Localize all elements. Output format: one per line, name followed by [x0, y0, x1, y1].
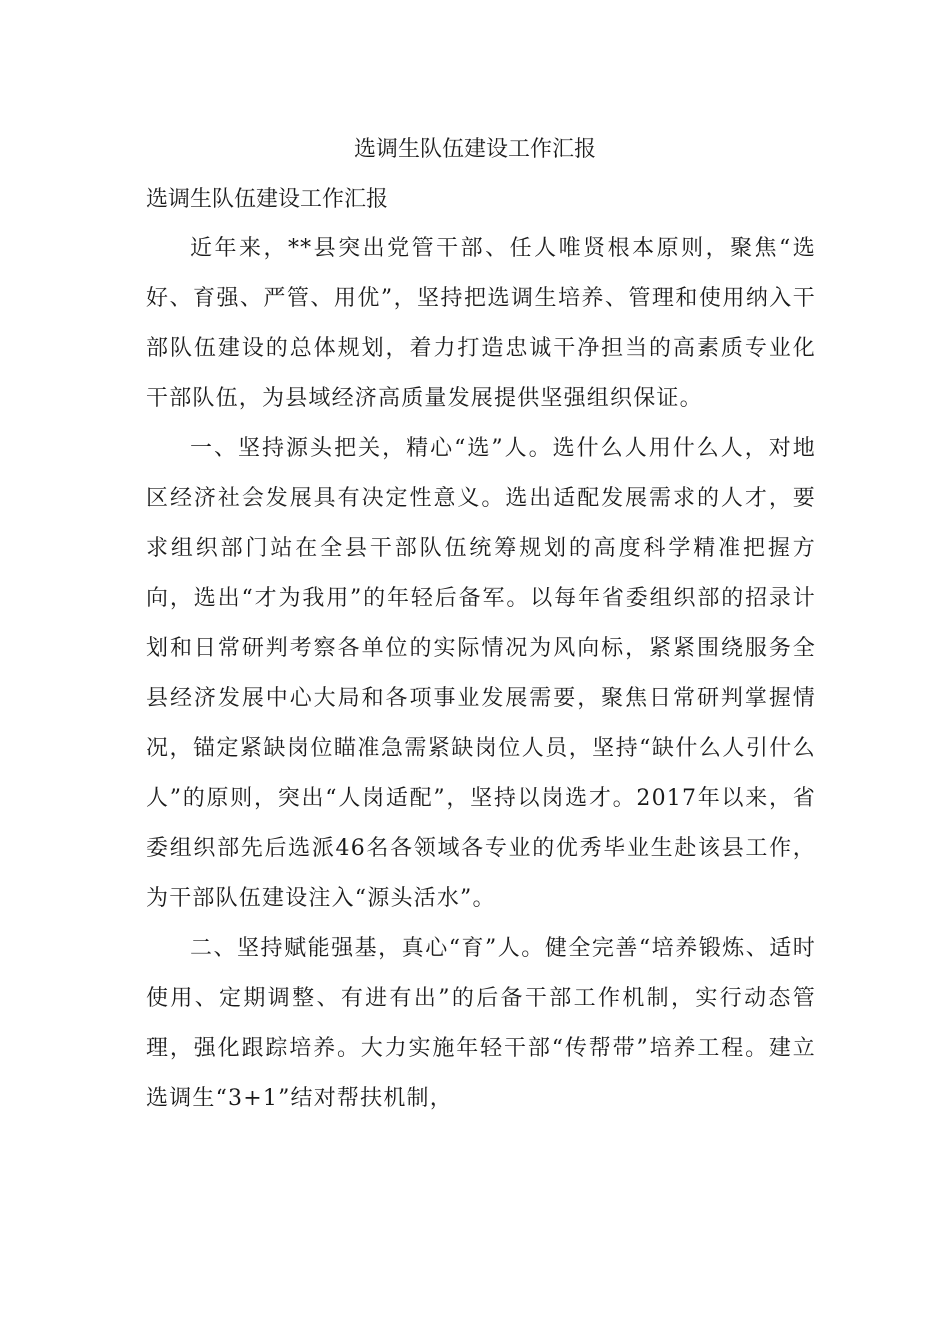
document-subtitle: 选调生队伍建设工作汇报: [146, 187, 389, 212]
document-title: 选调生队伍建设工作汇报: [353, 137, 596, 162]
paragraph-intro: 近年来，**县突出党管干部、任人唯贤根本原则，聚焦“选好、育强、严管、用优”，坚持把选调生培养、管理和使用纳入干部队伍建设的总体规划，着力打造忠诚干净担当的高素质专业化干部队伍，为县域经济高质量发展提供坚强组织保证。: [146, 236, 816, 411]
paragraph-section-two: 二、坚持赋能强基，真心“育”人。健全完善“培养锻炼、适时使用、定期调整、有进有出”的后备干部工作机制，实行动态管理，强化跟踪培养。大力实施年轻干部“传帮带”培养工程。建立选调生“3+1”结对帮扶机制，: [146, 936, 816, 1111]
document-body: [146, 224, 816, 1124]
paragraph-section-one: 一、坚持源头把关，精心“选”人。选什么人用什么人，对地区经济社会发展具有决定性意义。选出适配发展需求的人才，要求组织部门站在全县干部队伍统筹规划的高度科学精准把握方向，选出“才为我用”的年轻后备军。以每年省委组织部的招录计划和日常研判考察各单位的实际情况为风向标，紧紧围绕服务全县经济发展中心大局和各项事业发展需要，聚焦日常研判掌握情况，锚定紧缺岗位瞄准急需紧缺岗位人员，坚持“缺什么人引什么人”的原则，突出“人岗适配”，坚持以岗选才。2017年以来，省委组织部先后选派46名各领域各专业的优秀毕业生赴该县工作，为干部队伍建设注入“源头活水”。: [146, 436, 816, 911]
